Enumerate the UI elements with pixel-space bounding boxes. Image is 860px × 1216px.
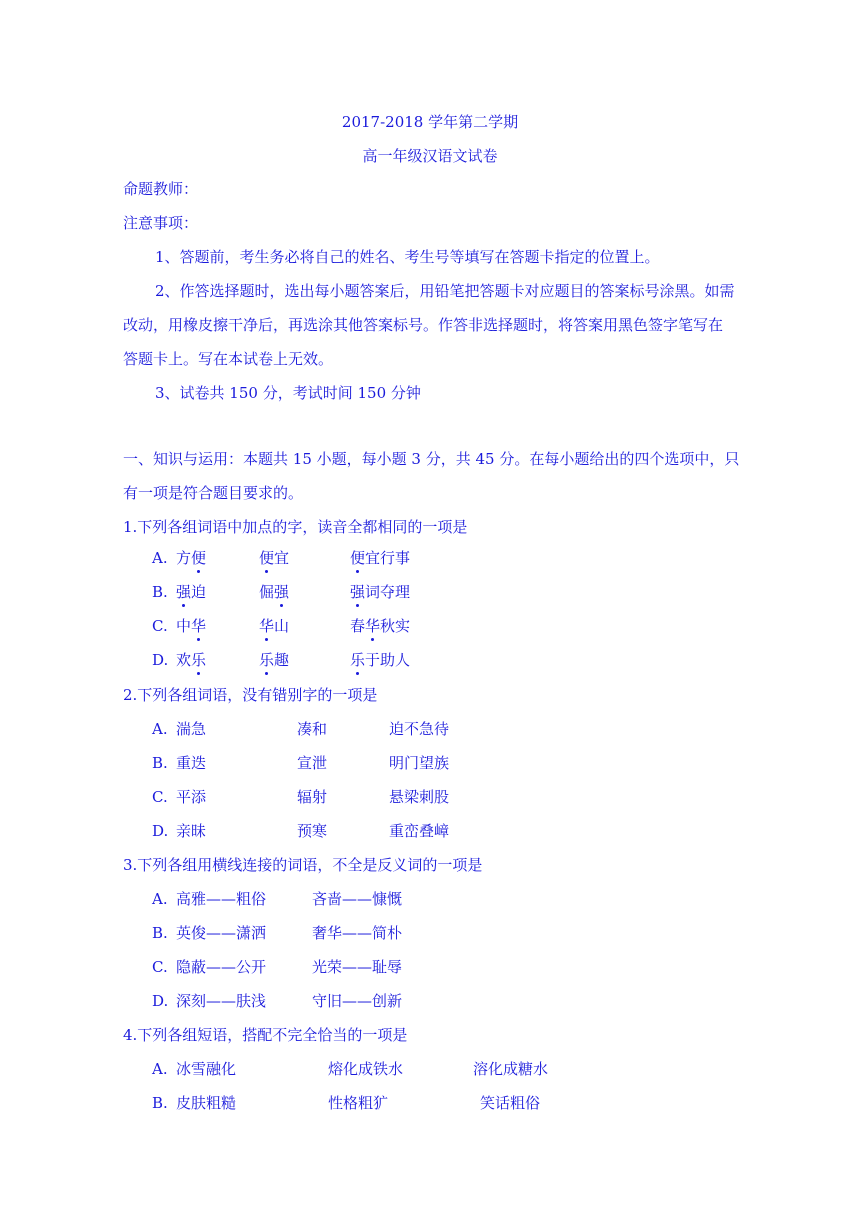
dotted-char: 乐 [191, 651, 207, 669]
word-1: 亲昧 [176, 822, 207, 840]
note-3: 3、试卷共 150 分，考试时间 150 分钟 [155, 384, 421, 402]
teacher-label: 命题教师： [123, 180, 199, 198]
word-2: 宣泄 [297, 754, 328, 772]
option-letter: B. [152, 583, 168, 601]
dotted-char: 便 [350, 549, 366, 567]
phrase-2: 熔化成铁水 [328, 1060, 404, 1078]
word-2: 便宜 [259, 549, 290, 567]
question-3-stem: 3.下列各组用横线连接的词语，不全是反义词的一项是 [123, 856, 483, 874]
word-1: 重迭 [176, 754, 207, 772]
note-2-line-3: 答题卡上。写在本试卷上无效。 [123, 350, 334, 368]
note-1: 1、答题前，考生务必将自己的姓名、考生号等填写在答题卡指定的位置上。 [155, 248, 660, 266]
word-2: 华山 [259, 617, 290, 635]
option-letter: B. [152, 1094, 168, 1112]
word-pair-1: 隐蔽——公开 [176, 958, 267, 976]
phrase-2: 性格粗犷 [328, 1094, 389, 1112]
word-1: 湍急 [176, 720, 207, 738]
dotted-char: 强 [176, 583, 192, 601]
option-letter: C. [152, 958, 168, 976]
option-letter: D. [152, 992, 169, 1010]
word-3: 悬梁刺股 [389, 788, 450, 806]
word-1: 欢乐 [176, 651, 207, 669]
word-3: 重峦叠嶂 [389, 822, 450, 840]
word-3: 春华秋实 [350, 617, 411, 635]
word-2: 预寒 [297, 822, 328, 840]
dotted-char: 强 [350, 583, 366, 601]
option-letter: A. [152, 720, 168, 738]
option-letter: D. [152, 651, 169, 669]
word-pair-2: 吝啬——慷慨 [312, 890, 403, 908]
option-letter: B. [152, 924, 168, 942]
phrase-3: 溶化成糖水 [473, 1060, 549, 1078]
word-pair-2: 奢华——简朴 [312, 924, 403, 942]
word-2: 凑和 [297, 720, 328, 738]
notice-label: 注意事项： [123, 214, 199, 232]
word-3: 乐于助人 [350, 651, 411, 669]
note-2-line-1: 2、作答选择题时，选出每小题答案后，用铅笔把答题卡对应题目的答案标号涂黑。如需 [155, 282, 735, 300]
word-2: 乐趣 [259, 651, 290, 669]
exam-title: 高一年级汉语文试卷 [362, 147, 498, 165]
word-pair-1: 深刻——肤浅 [176, 992, 267, 1010]
dotted-char: 便 [259, 549, 275, 567]
word-2: 辐射 [297, 788, 328, 806]
word-pair-2: 守旧——创新 [312, 992, 403, 1010]
section-1-line-2: 有一项是符合题目要求的。 [123, 484, 304, 502]
dotted-char: 便 [191, 549, 207, 567]
dotted-char: 乐 [350, 651, 366, 669]
option-letter: C. [152, 788, 168, 806]
word-pair-2: 光荣——耻辱 [312, 958, 403, 976]
question-2-stem: 2.下列各组词语，没有错别字的一项是 [123, 686, 378, 704]
word-pair-1: 英俊——潇洒 [176, 924, 267, 942]
word-pair-1: 高雅——粗俗 [176, 890, 267, 908]
option-letter: C. [152, 617, 168, 635]
option-letter: A. [152, 890, 168, 908]
phrase-1: 皮肤粗糙 [176, 1094, 237, 1112]
word-1: 平添 [176, 788, 207, 806]
word-3: 迫不急待 [389, 720, 450, 738]
option-letter: B. [152, 754, 168, 772]
dotted-char: 强 [274, 583, 290, 601]
word-1: 方便 [176, 549, 207, 567]
dotted-char: 乐 [259, 651, 275, 669]
term-line: 2017-2018 学年第二学期 [341, 113, 519, 131]
dotted-char: 华 [259, 617, 275, 635]
question-1-stem: 1.下列各组词语中加点的字，读音全都相同的一项是 [123, 518, 468, 536]
word-3: 便宜行事 [350, 549, 411, 567]
phrase-3: 笑话粗俗 [480, 1094, 541, 1112]
dotted-char: 华 [191, 617, 207, 635]
word-3: 明门望族 [389, 754, 450, 772]
word-1: 强迫 [176, 583, 207, 601]
dotted-char: 华 [365, 617, 381, 635]
word-2: 倔强 [259, 583, 290, 601]
question-4-stem: 4.下列各组短语，搭配不完全恰当的一项是 [123, 1026, 408, 1044]
section-1-line-1: 一、知识与运用：本题共 15 小题，每小题 3 分，共 45 分。在每小题给出的四个选项中，只 [123, 450, 740, 468]
note-2-line-2: 改动，用橡皮擦干净后，再选涂其他答案标号。作答非选择题时，将答案用黑色签字笔写在 [123, 316, 724, 334]
option-letter: D. [152, 822, 169, 840]
word-1: 中华 [176, 617, 207, 635]
option-letter: A. [152, 549, 168, 567]
option-letter: A. [152, 1060, 168, 1078]
phrase-1: 冰雪融化 [176, 1060, 237, 1078]
word-3: 强词夺理 [350, 583, 411, 601]
